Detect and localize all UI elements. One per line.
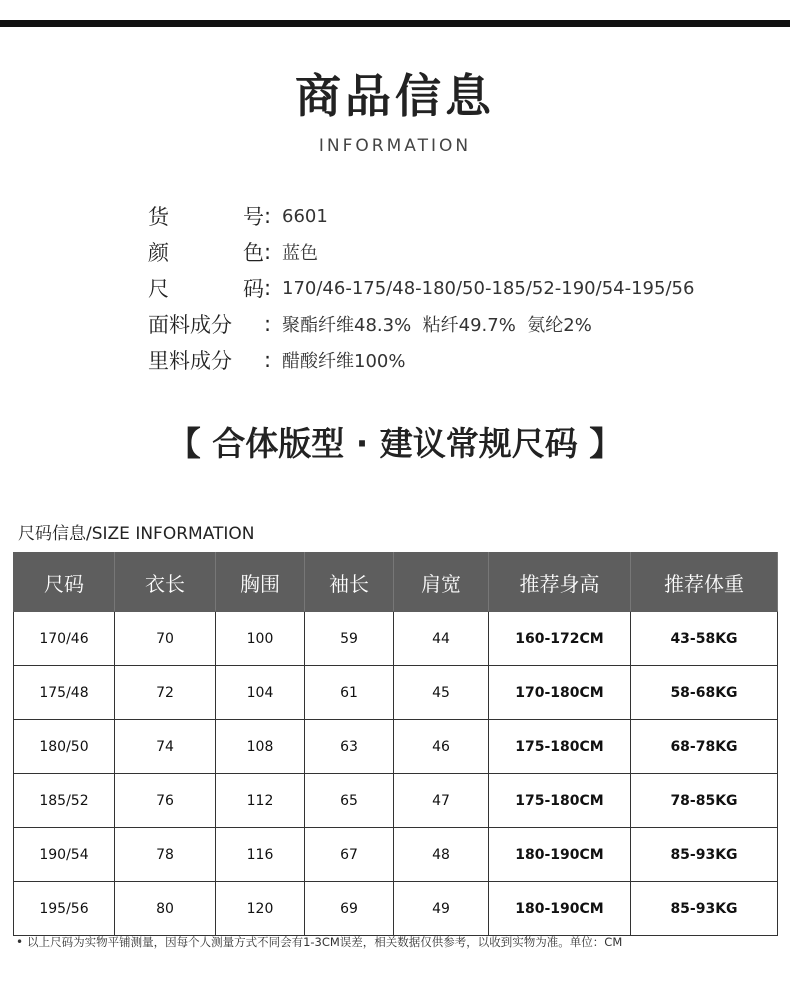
table-row <box>14 828 778 882</box>
column-header: 胸围 <box>216 553 305 612</box>
table-cell: 48 <box>394 828 489 882</box>
info-value: 170/46-175/48-180/50-185/52-190/54-195/56 <box>282 277 695 299</box>
fit-banner: 【 合体版型 · 建议常规尺码 】 <box>167 424 623 463</box>
info-row-size: 尺 码 : 170/46-175/48-180/50-185/52-190/54-195/56 <box>148 270 694 306</box>
table-row <box>14 882 778 936</box>
table-cell: 44 <box>394 612 489 666</box>
table-cell: 74 <box>115 720 216 774</box>
table-cell: 175-180CM <box>489 720 631 774</box>
page-title: 商品信息 <box>295 69 495 123</box>
table-cell: 170/46 <box>14 612 115 666</box>
table-cell: 59 <box>305 612 394 666</box>
table-cell: 49 <box>394 882 489 936</box>
table-cell: 58-68KG <box>631 666 778 720</box>
table-cell: 100 <box>216 612 305 666</box>
table-cell: 180-190CM <box>489 828 631 882</box>
column-header: 肩宽 <box>394 553 489 612</box>
info-value: 醋酸纤维100% <box>282 351 406 372</box>
table-cell: 108 <box>216 720 305 774</box>
table-cell: 185/52 <box>14 774 115 828</box>
table-cell: 85-93KG <box>631 882 778 936</box>
column-header: 袖长 <box>305 553 394 612</box>
footnote <box>16 934 622 950</box>
column-header: 推荐身高 <box>489 553 631 612</box>
top-bar <box>0 20 790 27</box>
table-row <box>14 720 778 774</box>
info-row-color: 颜 色 : 蓝色 <box>148 234 694 270</box>
table-header-row <box>14 553 778 612</box>
table-row <box>14 774 778 828</box>
info-row-item-number: 货 号 : 6601 <box>148 198 694 234</box>
info-value: 蓝色 <box>282 243 318 264</box>
info-label: 面料成分 <box>148 313 232 337</box>
table-cell: 175/48 <box>14 666 115 720</box>
table-cell: 78 <box>115 828 216 882</box>
table-cell: 61 <box>305 666 394 720</box>
table-cell: 195/56 <box>14 882 115 936</box>
table-row <box>14 612 778 666</box>
table-cell: 78-85KG <box>631 774 778 828</box>
table-cell: 69 <box>305 882 394 936</box>
info-label: 尺 码 <box>148 277 264 301</box>
size-table <box>13 552 778 936</box>
column-header: 推荐体重 <box>631 553 778 612</box>
info-label: 货 号 <box>148 205 264 229</box>
product-info <box>148 198 694 378</box>
info-row-fabric: 面料成分 : 聚酯纤维48.3% 粘纤49.7% 氨纶2% <box>148 306 694 342</box>
info-value: 6601 <box>282 205 328 227</box>
table-cell: 190/54 <box>14 828 115 882</box>
bullet-icon: • <box>16 935 24 949</box>
page-subtitle: INFORMATION <box>318 136 472 156</box>
table-cell: 72 <box>115 666 216 720</box>
table-cell: 47 <box>394 774 489 828</box>
table-cell: 180-190CM <box>489 882 631 936</box>
table-cell: 43-58KG <box>631 612 778 666</box>
column-header: 衣长 <box>115 553 216 612</box>
table-cell: 67 <box>305 828 394 882</box>
table-cell: 68-78KG <box>631 720 778 774</box>
table-cell: 170-180CM <box>489 666 631 720</box>
size-section-heading: 尺码信息/SIZE INFORMATION <box>18 524 255 544</box>
table-cell: 65 <box>305 774 394 828</box>
table-cell: 46 <box>394 720 489 774</box>
table-cell: 63 <box>305 720 394 774</box>
info-label: 里料成分 <box>148 349 232 373</box>
table-cell: 116 <box>216 828 305 882</box>
size-table-body <box>14 612 778 936</box>
footnote-text: 以上尺码为实物平铺测量，因每个人测量方式不同会有1-3CM误差，相关数据仅供参考，以收到实物为准。单位：CM <box>27 935 623 949</box>
table-row <box>14 666 778 720</box>
table-cell: 104 <box>216 666 305 720</box>
info-row-lining: 里料成分 : 醋酸纤维100% <box>148 342 694 378</box>
table-cell: 120 <box>216 882 305 936</box>
table-cell: 160-172CM <box>489 612 631 666</box>
table-cell: 175-180CM <box>489 774 631 828</box>
info-label: 颜 色 <box>148 241 264 265</box>
table-cell: 70 <box>115 612 216 666</box>
table-cell: 180/50 <box>14 720 115 774</box>
table-cell: 76 <box>115 774 216 828</box>
info-value: 聚酯纤维48.3% 粘纤49.7% 氨纶2% <box>282 315 592 336</box>
table-cell: 80 <box>115 882 216 936</box>
column-header: 尺码 <box>14 553 115 612</box>
table-cell: 85-93KG <box>631 828 778 882</box>
table-cell: 45 <box>394 666 489 720</box>
table-cell: 112 <box>216 774 305 828</box>
